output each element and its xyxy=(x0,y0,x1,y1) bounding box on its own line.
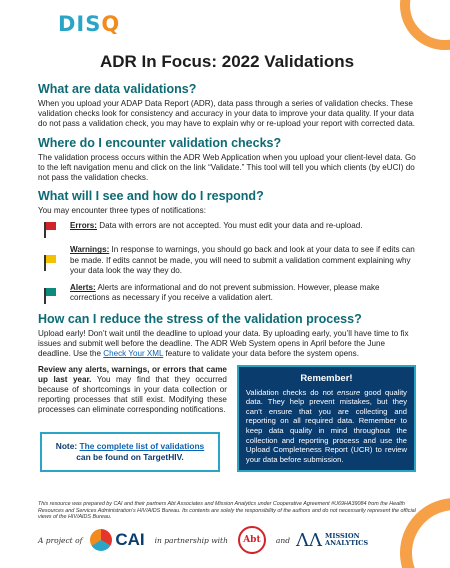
red-flag-icon xyxy=(44,222,58,238)
remember-heading: Remember! xyxy=(300,372,353,384)
yellow-flag-icon xyxy=(44,255,58,271)
cai-logo: CAI xyxy=(90,529,144,551)
remember-box xyxy=(237,365,416,473)
body-where: The validation process occurs within the ADR Web Application when you upload your client-level data. Go to the left navigation menu and click on the link “Validate.” This tool will tell you which clients (by eUCI) do not pass the validation checks. xyxy=(38,152,416,183)
notice-errors xyxy=(38,221,416,238)
footnote: This resource was prepared by CAI and their partners Abt Associates and Mission Analytics under Cooperative Agreement #U69HA39084 from the Health Resources and Services Administration’s HIV/AIDS Bureau. Its contents are solely the responsibility of the authors and do not necessarily represent the official views of the HIV/AIDS Bureau. xyxy=(38,501,416,521)
project-of-text: A project of xyxy=(38,535,83,545)
heading-respond: What will I see and how do I respond? xyxy=(38,189,264,204)
main-content xyxy=(38,52,416,472)
left-column xyxy=(38,365,227,473)
footer-logos xyxy=(38,520,418,560)
remember-body: Validation checks do not ensure good quality data. They help prevent mistakes, but they can’t ensure that you are collecting and reporting on all required data. Remember to keep data quality in mind throughout the collection and reporting process and use the Upload Completeness Report (UCR) to review your data before submission. xyxy=(245,387,407,464)
heading-where: Where do I encounter validation checks? xyxy=(38,135,282,150)
mission-analytics-mark-icon: ΛΛ xyxy=(296,529,323,551)
check-your-xml-link[interactable]: Check Your XML xyxy=(103,349,164,359)
validations-list-link[interactable]: The complete list of validations xyxy=(79,440,205,451)
errors-label: Errors: xyxy=(70,221,97,231)
body-what: When you upload your ADAP Data Report (ADR), data pass through a series of validation checks. These validation checks look for consistency and accuracy in your data to improve your data quality. If your data do not pass a validation check, you may have to explain why or re-upload your report with corrected data. xyxy=(38,99,416,129)
warnings-text: In response to warnings, you should go back and look at your data to see if edits can be made. If edits cannot be made, you will need to submit a validation comment explaining why your data look the way they do. xyxy=(70,245,415,275)
two-column-section xyxy=(38,365,416,473)
mission-analytics-logo: ΛΛ MISSION ANALYTICS xyxy=(296,529,369,551)
page-title: ADR In Focus: 2022 Validations xyxy=(99,52,355,71)
heading-what: What are data validations? xyxy=(38,82,197,96)
green-flag-icon xyxy=(44,288,58,304)
warnings-label: Warnings: xyxy=(70,245,110,255)
disq-logo: DISQ xyxy=(58,12,121,36)
heading-reduce: How can I reduce the stress of the validation process? xyxy=(38,312,362,327)
notice-warnings xyxy=(38,245,416,276)
cai-mark-icon xyxy=(90,529,112,551)
partnership-text: in partnership with xyxy=(154,535,228,545)
respond-intro: You may encounter three types of notifications: xyxy=(38,206,206,216)
body-reduce: Upload early! Don’t wait until the deadline to upload your data. By uploading early, you’ll have time to fix issues and submit well before the deadline. The ADR Web System opens in April before the June deadline. Use the Check Your XML feature to validate your data before the system opens. xyxy=(38,329,409,359)
abt-logo: Abt xyxy=(238,526,266,554)
errors-text: Data with errors are not accepted. You must edit your data and re-upload. xyxy=(97,221,363,231)
and-text: and xyxy=(275,535,291,545)
review-paragraph: Review any alerts, warnings, or errors that came up last year. You may find that they occurred because of shortcomings in your data collection or reporting processes that still exist. Modifying these processes can eliminate corresponding notifications. xyxy=(38,364,227,415)
alerts-text: Alerts are informational and do not prevent submission. However, please make corrections as necessary if you receive a validation alert. xyxy=(70,283,380,303)
note-box: Note: The complete list of validations can be found on TargetHIV. xyxy=(40,432,220,472)
notice-alerts xyxy=(38,283,416,304)
alerts-label: Alerts: xyxy=(70,283,96,293)
